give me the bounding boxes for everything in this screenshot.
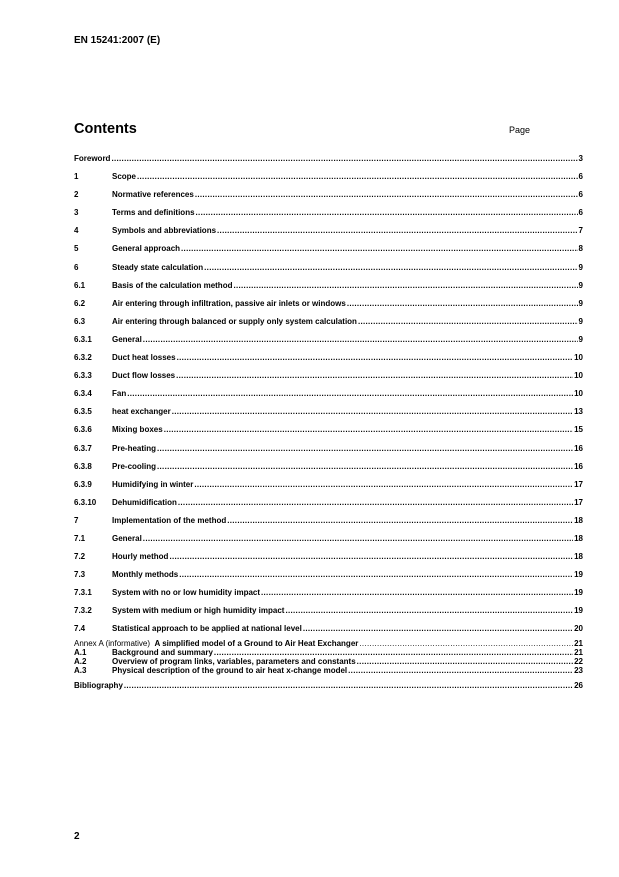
toc-entry-number: 4 <box>74 226 79 236</box>
toc-bibliography-entry[interactable] <box>74 681 583 690</box>
toc-entry[interactable] <box>74 331 583 349</box>
toc-entry-number: 7.2 <box>74 552 86 562</box>
toc-entry-title: Scope <box>112 172 137 182</box>
annex-informative: (informative) <box>105 638 151 648</box>
leader-dots <box>179 566 573 584</box>
leader-dots <box>214 648 573 657</box>
leader-dots <box>111 150 577 168</box>
toc-entry[interactable] <box>74 168 583 186</box>
toc-entry[interactable] <box>74 548 583 566</box>
toc-entry-title: Foreword <box>74 154 111 163</box>
toc-entry-title: Air entering through infiltration, passive air inlets or windows <box>112 298 346 308</box>
annex-page: 21 <box>574 638 583 648</box>
toc-entry-number: 6.3.7 <box>74 443 92 453</box>
toc-entry[interactable] <box>74 150 583 168</box>
toc-entry-number: 7.3.2 <box>74 606 92 616</box>
toc-entry[interactable] <box>74 222 583 240</box>
leader-dots <box>261 584 573 602</box>
toc-entry-number: 6.3.3 <box>74 371 92 381</box>
toc-annex-items <box>74 648 583 675</box>
leader-dots <box>347 295 578 313</box>
leader-dots <box>227 512 573 530</box>
leader-dots <box>196 204 578 222</box>
table-of-contents <box>74 150 583 690</box>
leader-dots <box>124 681 573 690</box>
leader-dots <box>137 168 578 186</box>
toc-entry-page: 6 <box>578 208 583 218</box>
toc-entry-title: heat exchanger <box>112 407 171 417</box>
toc-entry-number: A.3 <box>74 665 87 675</box>
toc-entry-page: 7 <box>578 226 583 236</box>
annex-title: A simplified model of a Ground to Air Heat Exchanger <box>154 638 359 648</box>
toc-entry-number: A.1 <box>74 647 87 657</box>
toc-main-entries <box>74 150 583 639</box>
toc-entry-title: Implementation of the method <box>112 515 227 525</box>
toc-entry-page: 13 <box>574 407 583 417</box>
annex-prefix: Annex A <box>74 638 104 648</box>
toc-entry[interactable] <box>74 277 583 295</box>
leader-dots <box>169 548 573 566</box>
toc-entry-number: 2 <box>74 190 79 200</box>
toc-entry-number: 6.1 <box>74 280 86 290</box>
leader-dots <box>157 440 573 458</box>
toc-entry-page: 9 <box>578 334 583 344</box>
toc-entry-title: Dehumidification <box>112 497 177 507</box>
toc-entry-number: 7.3.1 <box>74 588 92 598</box>
toc-entry[interactable] <box>74 620 583 638</box>
toc-annex-entry[interactable] <box>74 639 583 648</box>
toc-entry[interactable] <box>74 259 583 277</box>
toc-entry[interactable] <box>74 666 583 675</box>
toc-entry[interactable] <box>74 295 583 313</box>
toc-entry-page: 10 <box>574 353 583 363</box>
toc-entry-title: Pre-heating <box>112 443 157 453</box>
toc-entry-title: System with medium or high humidity impact <box>112 606 285 616</box>
toc-entry-page: 8 <box>578 244 583 254</box>
leader-dots <box>195 186 578 204</box>
toc-entry-page: 17 <box>574 497 583 507</box>
toc-entry-page: 22 <box>574 656 583 666</box>
toc-entry-title: Statistical approach to be applied at national level <box>112 624 302 634</box>
toc-entry[interactable] <box>74 476 583 494</box>
toc-entry-number: 6.3 <box>74 316 86 326</box>
toc-entry-number: 7.1 <box>74 533 86 543</box>
leader-dots <box>357 657 573 666</box>
toc-entry-title: Background and summary <box>112 647 213 657</box>
toc-entry[interactable] <box>74 313 583 331</box>
leader-dots <box>172 403 573 421</box>
toc-entry-title: Duct flow losses <box>112 371 176 381</box>
leader-dots <box>348 666 573 675</box>
leader-dots <box>143 331 578 349</box>
toc-entry-title: Overview of program links, variables, parameters and constants <box>112 656 356 666</box>
toc-entry-title: Pre-cooling <box>112 461 157 471</box>
toc-entry-page: 15 <box>574 425 583 435</box>
toc-entry-number: 7.4 <box>74 624 86 634</box>
toc-entry-number: 6.3.1 <box>74 334 92 344</box>
toc-entry-title: Basis of the calculation method <box>112 280 233 290</box>
toc-entry-page: 21 <box>574 647 583 657</box>
page-column-label: Page <box>509 125 531 135</box>
toc-entry-title: System with no or low humidity impact <box>112 588 261 598</box>
toc-entry-number: 6.3.8 <box>74 461 92 471</box>
leader-dots <box>303 620 573 638</box>
toc-entry[interactable] <box>74 385 583 403</box>
toc-entry-number: 6.3.10 <box>74 497 97 507</box>
toc-entry[interactable] <box>74 494 583 512</box>
leader-dots <box>359 639 573 648</box>
toc-entry-title: Air entering through balanced or supply only system calculation <box>112 316 357 326</box>
leader-dots <box>181 240 578 258</box>
toc-entry-title: Hourly method <box>112 552 169 562</box>
bibliography-title: Bibliography <box>74 680 123 690</box>
toc-entry-page: 9 <box>578 280 583 290</box>
toc-entry-number: 6.3.2 <box>74 353 92 363</box>
toc-entry-page: 19 <box>574 606 583 616</box>
toc-entry-title: Humidifying in winter <box>112 479 194 489</box>
toc-entry[interactable] <box>74 421 583 439</box>
toc-entry-number: 6 <box>74 262 79 272</box>
toc-entry-number: 6.3.6 <box>74 425 92 435</box>
leader-dots <box>358 313 578 331</box>
toc-entry-page: 3 <box>578 154 583 163</box>
toc-entry-page: 23 <box>574 665 583 675</box>
toc-entry[interactable] <box>74 657 583 666</box>
toc-entry-title: Fan <box>112 389 127 399</box>
leader-dots <box>285 602 573 620</box>
toc-entry-title: General approach <box>112 244 181 254</box>
toc-entry-page: 18 <box>574 552 583 562</box>
toc-entry-page: 10 <box>574 389 583 399</box>
document-header: EN 15241:2007 (E) <box>74 35 161 46</box>
toc-entry-page: 16 <box>574 443 583 453</box>
toc-entry[interactable] <box>74 349 583 367</box>
leader-dots <box>217 222 578 240</box>
toc-entry-title: Physical description of the ground to air heat x-change model <box>112 665 348 675</box>
leader-dots <box>157 458 573 476</box>
leader-dots <box>204 259 577 277</box>
toc-entry-number: 6.3.5 <box>74 407 92 417</box>
toc-entry-number: 7 <box>74 515 79 525</box>
toc-entry-number: 3 <box>74 208 79 218</box>
leader-dots <box>143 530 573 548</box>
toc-entry-title: Monthly methods <box>112 570 179 580</box>
toc-entry-number: 6.2 <box>74 298 86 308</box>
toc-entry[interactable] <box>74 186 583 204</box>
leader-dots <box>233 277 577 295</box>
leader-dots <box>178 494 573 512</box>
toc-entry-page: 9 <box>578 262 583 272</box>
page-number: 2 <box>74 831 80 842</box>
toc-entry-page: 19 <box>574 570 583 580</box>
toc-entry-number: 6.3.9 <box>74 479 92 489</box>
toc-entry[interactable] <box>74 584 583 602</box>
toc-entry[interactable] <box>74 204 583 222</box>
toc-entry[interactable] <box>74 367 583 385</box>
leader-dots <box>176 367 573 385</box>
toc-entry-page: 20 <box>574 624 583 634</box>
toc-entry[interactable] <box>74 403 583 421</box>
toc-entry[interactable] <box>74 530 583 548</box>
toc-entry-title: Duct heat losses <box>112 353 176 363</box>
toc-entry[interactable] <box>74 566 583 584</box>
toc-entry-page: 10 <box>574 371 583 381</box>
toc-entry-title: Terms and definitions <box>112 208 195 218</box>
toc-entry-page: 17 <box>574 479 583 489</box>
toc-entry[interactable] <box>74 648 583 657</box>
bibliography-page: 26 <box>574 680 583 690</box>
toc-entry[interactable] <box>74 240 583 258</box>
toc-entry-title: Steady state calculation <box>112 262 204 272</box>
toc-entry-title: General <box>112 334 142 344</box>
contents-title: Contents <box>74 121 137 137</box>
toc-entry-number: 7.3 <box>74 570 86 580</box>
toc-entry-page: 18 <box>574 533 583 543</box>
toc-entry-title: General <box>112 533 142 543</box>
toc-entry-page: 19 <box>574 588 583 598</box>
toc-entry[interactable] <box>74 458 583 476</box>
toc-entry-number: 5 <box>74 244 79 254</box>
toc-entry[interactable] <box>74 602 583 620</box>
toc-entry[interactable] <box>74 512 583 530</box>
toc-entry-number: 1 <box>74 172 79 182</box>
leader-dots <box>164 421 573 439</box>
toc-entry-page: 9 <box>578 316 583 326</box>
toc-entry-title: Normative references <box>112 190 194 200</box>
leader-dots <box>177 349 574 367</box>
toc-entry-page: 6 <box>578 172 583 182</box>
toc-entry-page: 9 <box>578 298 583 308</box>
toc-entry-title: Symbols and abbreviations <box>112 226 217 236</box>
toc-entry-number: 6.3.4 <box>74 389 92 399</box>
toc-entry[interactable] <box>74 440 583 458</box>
toc-entry-page: 18 <box>574 515 583 525</box>
toc-entry-title: Mixing boxes <box>112 425 163 435</box>
toc-entry-page: 6 <box>578 190 583 200</box>
toc-entry-page: 16 <box>574 461 583 471</box>
toc-entry-number: A.2 <box>74 656 87 666</box>
leader-dots <box>194 476 573 494</box>
leader-dots <box>127 385 573 403</box>
